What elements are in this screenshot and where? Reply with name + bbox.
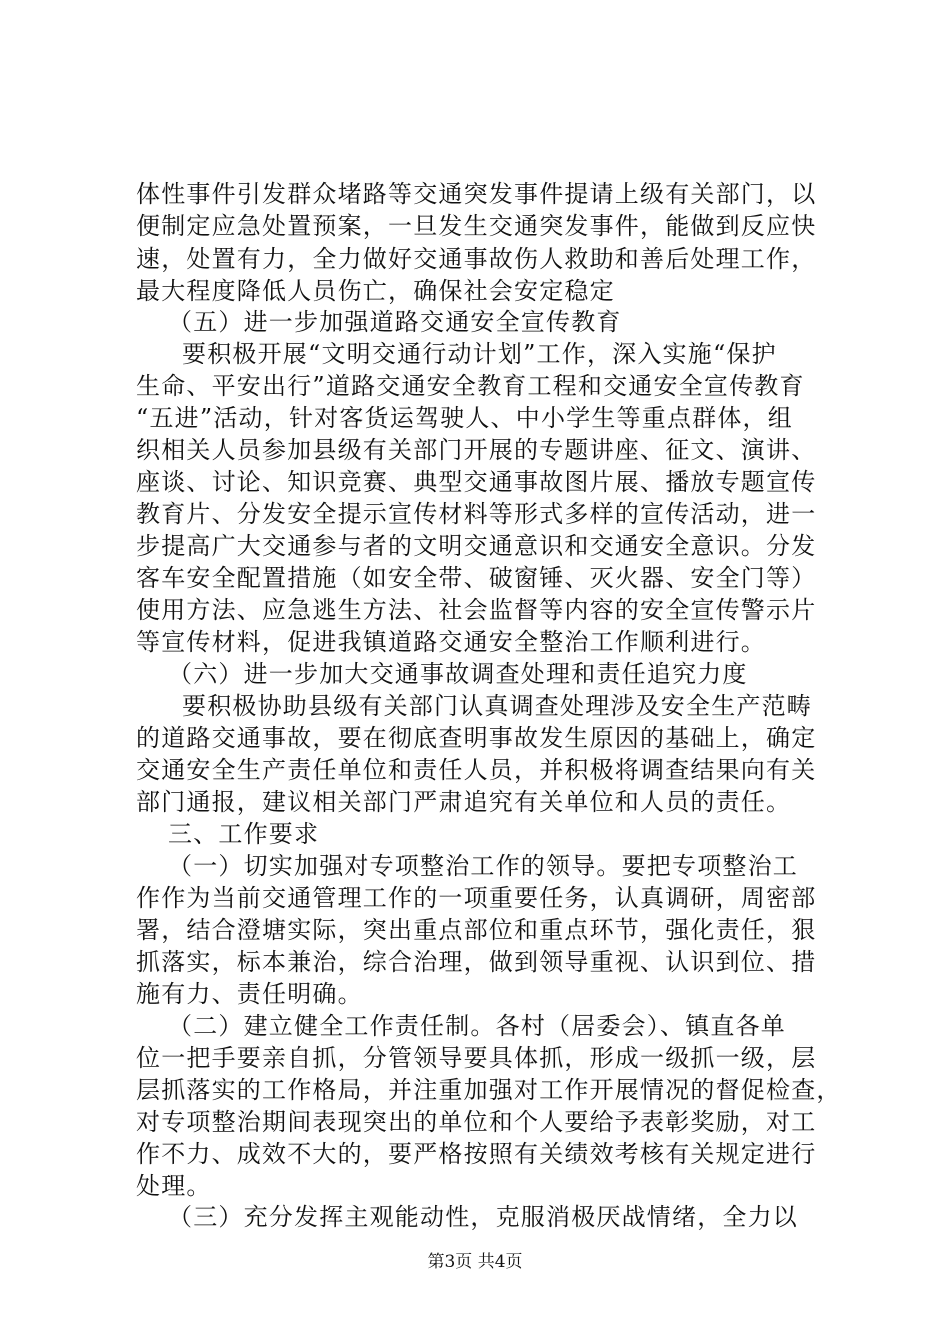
text-line: 署，结合澄塘实际，突出重点部位和重点环节，强化责任，狠 [136,916,817,944]
text-line: 要积极开展“文明交通行动计划”工作，深入实施“保护 [182,340,777,368]
text-line: 抓落实，标本兼治，综合治理，做到领导重视、认识到位、措 [136,948,817,976]
text-line: 便制定应急处置预案，一旦发生交通突发事件，能做到反应快 [136,212,817,240]
text-line: 步提高广大交通参与者的文明交通意识和交通安全意识。分发 [136,532,817,560]
text-line: 的道路交通事故，要在彻底查明事故发生原因的基础上，确定 [136,724,817,752]
text-line: 使用方法、应急逃生方法、社会监督等内容的安全宣传警示片 [136,596,817,624]
text-line: 客车安全配置措施（如安全带、破窗锤、灭火器、安全门等） [136,564,817,592]
text-line: 处理。 [136,1172,212,1200]
text-line: 层抓落实的工作格局，并注重加强对工作开展情况的督促检查， [136,1076,842,1104]
text-line: 要积极协助县级有关部门认真调查处理涉及安全生产范畴 [182,692,812,720]
text-line: 教育片、分发安全提示宣传材料等形式多样的宣传活动，进一 [136,500,817,528]
text-line: 等宣传材料，促进我镇道路交通安全整治工作顺利进行。 [136,628,766,656]
text-line: 织相关人员参加县级有关部门开展的专题讲座、征文、演讲、 [136,436,817,464]
text-line: 生命、平安出行”道路交通安全教育工程和交通安全宣传教育 [136,372,805,400]
page-footer: 第3页 共4页 [427,1252,523,1272]
section-heading: （五）进一步加强道路交通安全宣传教育 [168,308,622,336]
text-line: 体性事件引发群众堵路等交通突发事件提请上级有关部门，以 [136,180,817,208]
text-line: 施有力、责任明确。 [136,980,363,1008]
text-line: 交通安全生产责任单位和责任人员，并积极将调查结果向有关 [136,756,817,784]
text-line: （一）切实加强对专项整治工作的领导。要把专项整治工 [168,852,798,880]
text-line: 作作为当前交通管理工作的一项重要任务，认真调研，周密部 [136,884,817,912]
text-line: 对专项整治期间表现突出的单位和个人要给予表彰奖励，对工 [136,1108,817,1136]
text-line: 作不力、成效不大的，要严格按照有关绩效考核有关规定进行 [136,1140,817,1168]
text-line: 速，处置有力，全力做好交通事故伤人救助和善后处理工作， [136,245,817,273]
section-heading: 三、工作要求 [168,820,320,848]
text-line: 位一把手要亲自抓，分管领导要具体抓，形成一级抓一级，层 [136,1044,817,1072]
text-line: 最大程度降低人员伤亡，确保社会安定稳定 [136,277,615,305]
text-line: 座谈、讨论、知识竞赛、典型交通事故图片展、播放专题宣传 [136,468,817,496]
text-line: （二）建立健全工作责任制。各村（居委会）、镇直各单 [168,1012,786,1040]
text-line: （三）充分发挥主观能动性，克服消极厌战情绪，全力以 [168,1203,798,1231]
text-line: “五进”活动，针对客货运驾驶人、中小学生等重点群体，组 [136,404,793,432]
text-line: 部门通报，建议相关部门严肃追究有关单位和人员的责任。 [136,788,792,816]
section-heading: （六）进一步加大交通事故调查处理和责任追究力度 [168,660,748,688]
